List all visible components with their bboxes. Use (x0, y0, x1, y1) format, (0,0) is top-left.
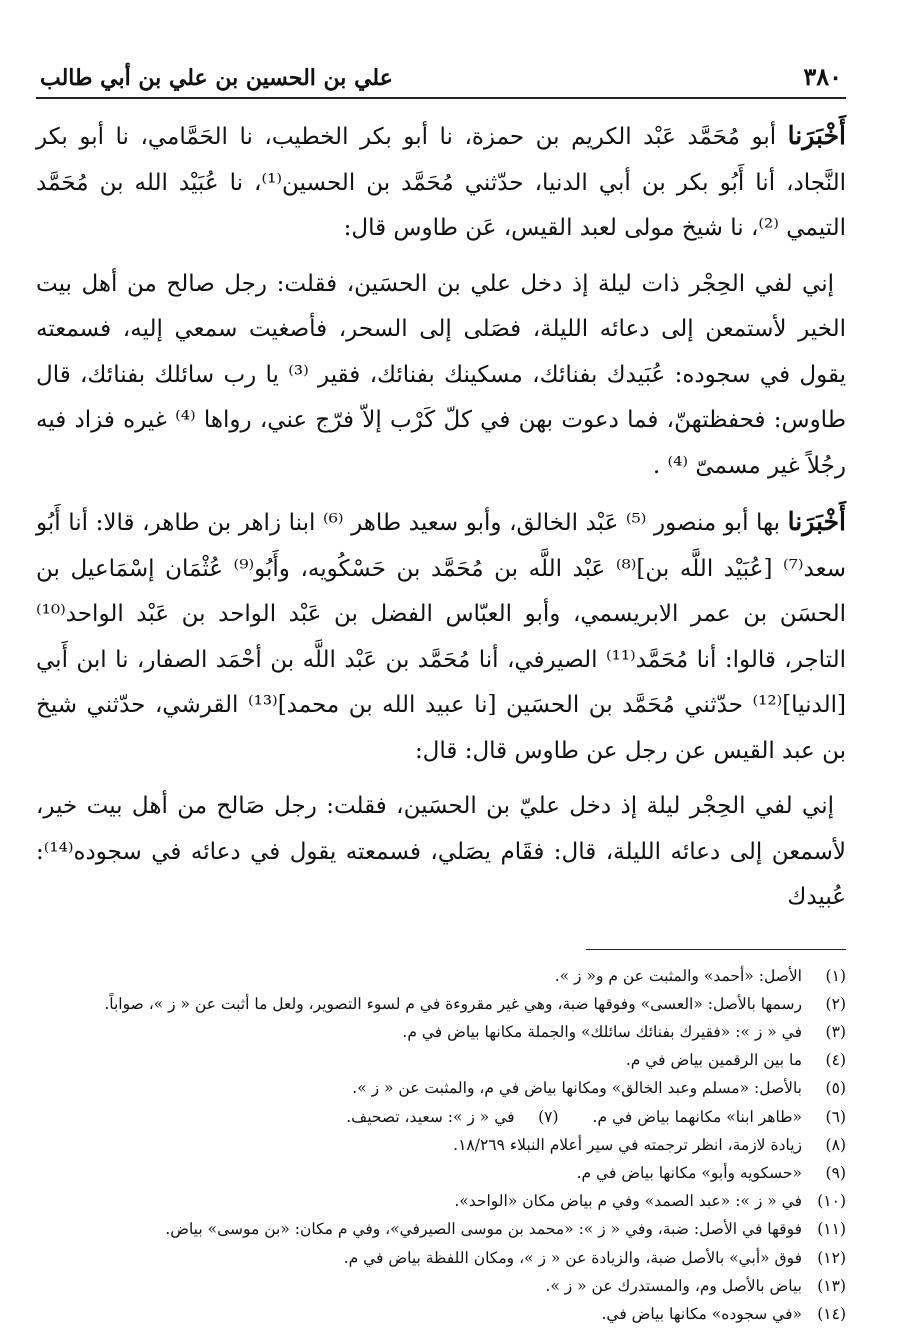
footnote (36, 1300, 846, 1328)
footnote (593, 1103, 846, 1131)
paragraph-matn-1 (36, 262, 846, 490)
footnote-text: ما بين الرقمين بياض في م. (625, 1051, 802, 1070)
paragraph-lead: أَخْبَرَنا (787, 507, 846, 536)
paragraph-matn-2 (36, 784, 846, 921)
footnote-number: (٣) (825, 1022, 846, 1041)
footnote-text: فوقها في الأصل: ضبة، وفي « ز »: «محمد بن موسى الصيرفي»، وفي م مكان: «بن موسى» بياض. (165, 1220, 802, 1239)
footnote (36, 990, 846, 1018)
footnote-text: في « ز »: «عبد الصمد» وفي م بياض مكان «الواحد». (454, 1192, 802, 1211)
paragraph-text: إني لفي الحِجْر ذات ليلة إذ دخل علي بن الحسَين، فقلت: رجل صالح من أهل بيت الخير لأستمعن إلى دعائه الليلة، فصَلى إلى السحر، فأصغيت سمعي إليه، فسمعته يقول في سجوده: عُبَيدك بفنائك، مسكينك بفنائك، فقير ⁽³⁾ يا رب سائلك بفنائك، قال طاوس: فحفظتهنّ، فما دعوت بهن في كلّ كَرْب إلاّ فرّج عني، رواها ⁽⁴⁾ غيره فزاد فيه رجُلاً غير مسمىّ ⁽⁴⁾ . (36, 270, 846, 479)
paragraph-lead: أَخْبَرَنا (787, 121, 846, 150)
footnote-text: بياض بالأصل وم، والمستدرك عن « ز ». (545, 1276, 802, 1295)
footnote-number: (٥) (825, 1079, 846, 1098)
footnote (36, 1046, 846, 1074)
footnote-text: زيادة لازمة، انظر ترجمته في سير أعلام النبلاء ١٨/٢٦٩. (453, 1135, 802, 1154)
footnote-number: (١٣) (817, 1276, 846, 1295)
paragraph-isnad-2 (36, 499, 846, 774)
footnote-number: (١٠) (817, 1192, 846, 1211)
footnote (36, 1244, 846, 1272)
footnote-number: (١) (825, 966, 846, 985)
footnote-number: (١١) (817, 1220, 846, 1239)
footnote (36, 1215, 846, 1243)
footnote-pair (36, 1103, 846, 1131)
running-title: علي بن الحسين بن علي بن أبي طالب (40, 65, 393, 91)
footnote (36, 1159, 846, 1187)
main-text (36, 113, 846, 921)
footnote-number: (٨) (825, 1135, 846, 1154)
footnote-text: «حسكويه وأبو» مكانها بياض في م. (576, 1163, 802, 1182)
footnote-text: رسمها بالأصل: «العسى» وفوقها ضبة، وهي غير مقروءة في م لسوء التصوير، ولعل ما أثبت عن « ز »، صواباً. (104, 994, 802, 1013)
footnote-text: الأصل: «أحمد» والمثبت عن م و« ز ». (554, 966, 802, 985)
paragraph-text: أبو مُحَمَّد عَبْد الكريم بن حمزة، نا أبو بكر الخطيب، نا الحَمَّامي، نا أبو بكر النَّجاد، أنا أَبُو بكر بن أبي الدنيا، حدّثني مُحَمَّد بن الحسين⁽¹⁾، نا عُبَيْد الله بن مُحَمَّد التيمي ⁽²⁾، نا شيخ مولى لعبد القيس، عَن طاوس قال: (36, 124, 846, 241)
paragraph-isnad-1 (36, 113, 846, 252)
footnote-text: بالأصل: «مسلم وعبد الخالق» ومكانها بياض في م، والمثبت عن « ز ». (352, 1079, 802, 1098)
footnote-number: (١٢) (817, 1248, 846, 1267)
paragraph-text: إني لفي الحِجْر ليلة إذ دخل عليّ بن الحسَين، فقلت: رجل صَالح من أهل بيت خير، لأسمعن إلى دعائه الليلة، قال: فقَام يصَلي، فسمعته يقول في دعائه في سجوده⁽¹⁴⁾: عُبيدك (36, 793, 846, 910)
footnote-number: (٧) (538, 1107, 559, 1126)
footnote-number: (٤) (825, 1051, 846, 1070)
footnote-number: (١٤) (817, 1304, 846, 1323)
footnote-number: (٩) (825, 1163, 846, 1182)
footnote-separator (586, 949, 846, 950)
footnote-text: في « ز »: سعيد، تصحيف. (346, 1107, 515, 1126)
footnote (36, 1272, 846, 1300)
paragraph-text: بها أبو منصور ⁽⁵⁾ عَبْد الخالق، وأبو سعيد طاهر ⁽⁶⁾ ابنا زاهر بن طاهر، قالا: أنا أَبُو سعد⁽⁷⁾ [عُبَيْد اللَّه بن]⁽⁸⁾ عَبْد اللَّه بن مُحَمَّد بن حَسْكُويه، وأَبُو⁽⁹⁾ عُثْمَان إسْمَاعيل بن الحسَن بن عمر الابريسمي، وأبو العبّاس الفضل بن عَبْد الواحد بن عَبْد الواحد⁽¹⁰⁾ التاجر، قالوا: أنا مُحَمَّد⁽¹¹⁾ الصيرفي، أنا مُحَمَّد بن عَبْد اللَّه بن أحْمَد الصفار، نا ابن أَبي [الدنيا]⁽¹²⁾ حدّثني مُحَمَّد بن الحسَين [نا عبيد الله بن محمد]⁽¹³⁾ القرشي، حدّثني شيخ بن عبد القيس عن رجل عن طاوس قال: قال: (36, 510, 846, 764)
footnote (346, 1103, 558, 1131)
page-number: ٣٨٠ (803, 62, 842, 91)
footnote-text: فوق «أبي» بالأصل ضبة، والزيادة عن « ز »، ومكان اللفظة بياض في م. (343, 1248, 802, 1267)
footnotes (36, 962, 846, 1329)
footnote (36, 1187, 846, 1215)
footnote-number: (٢) (825, 994, 846, 1013)
footnote (36, 962, 846, 990)
footnote (36, 1131, 846, 1159)
footnote (36, 1074, 846, 1102)
footnote-text: في « ز »: «فقيرك بفنائك سائلك» والجملة مكانها بياض في م. (402, 1022, 802, 1041)
page-header (36, 62, 846, 99)
footnote-number: (٦) (825, 1107, 846, 1126)
footnote-text: «طاهر ابنا» مكانهما بياض في م. (592, 1107, 802, 1126)
footnote (36, 1018, 846, 1046)
footnote-text: «في سجوده» مكانها بياض في. (601, 1304, 802, 1323)
